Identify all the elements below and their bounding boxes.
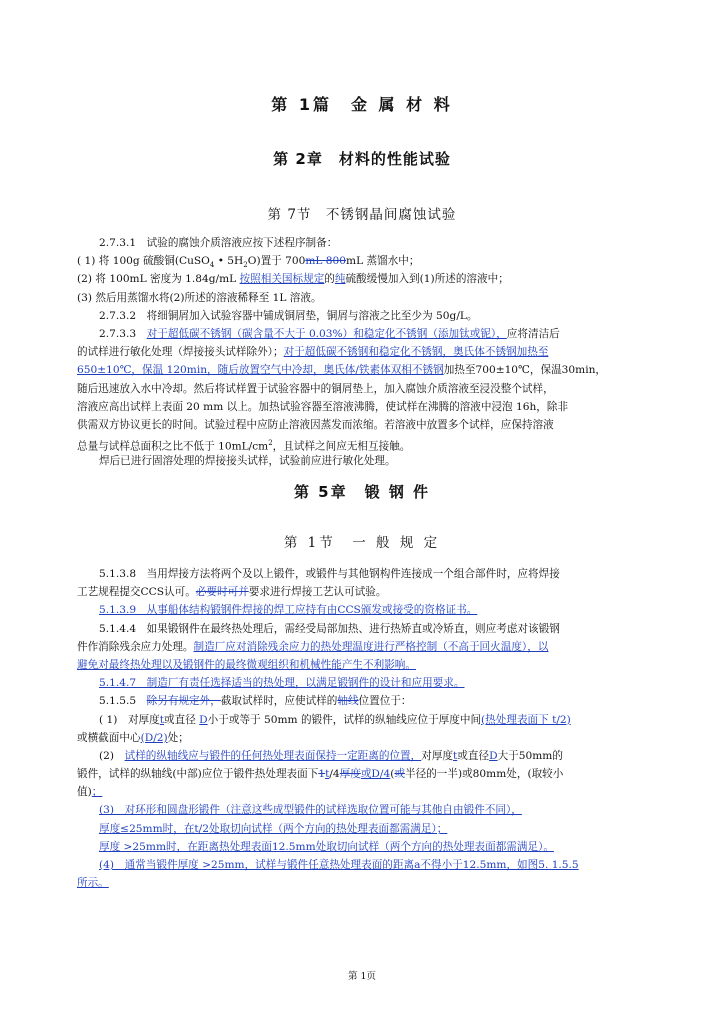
- part-title: 第 1篇 金 属 材 料: [271, 95, 453, 114]
- section-body: [77, 234, 647, 470]
- deleted-text: 必要时可并: [195, 586, 249, 599]
- section-title: 第 1节 一 般 规 定: [283, 535, 441, 551]
- inserted-text: 制造厂应对消除残余应力的热处理温度进行严格控制（不高于回火温度），以: [193, 640, 549, 653]
- inserted-text: 所示。: [77, 877, 109, 890]
- inserted-text: (热处理表面下 t/2): [481, 713, 571, 726]
- paragraph-line: [77, 820, 647, 838]
- paragraph-line: 锻件，试样的纵轴线(中部)应位于锻件热处理表面下1t/4厚度或D/4(或半径的一半)或80mm处，(取较小: [77, 768, 564, 781]
- inserted-text: t: [159, 713, 165, 726]
- paragraph-line: [77, 874, 647, 892]
- inserted-text: 试样的纵轴线应与锻件的任何热处理表面保持一定距离的位置，: [124, 749, 422, 762]
- paragraph-line: 值)；: [77, 786, 103, 799]
- paragraph: (2) 将 100mL 密度为 1.84g/mL 按照相关国标规定的纯硫酸缓慢加入到(1)所述的溶液中；: [77, 273, 509, 286]
- inserted-text: t: [325, 768, 330, 781]
- inserted-text: (3) 对环形和圆盘形锻件（注意这些成型锻件的试样选取位置可能与其他自由锻件不同），: [99, 804, 522, 817]
- inserted-text: 5.1.3.9 从事船体结构锻钢件焊接的焊工应持有由CCS颁发或接受的资格证书。: [99, 604, 478, 617]
- deleted-text: 厚度: [339, 768, 361, 781]
- inserted-text: 或D/4: [360, 768, 391, 781]
- deleted-text: 或: [394, 768, 405, 781]
- paragraph: ( 1) 对厚度t或直径 D小于或等于 50mm 的锻件，试样的纵轴线应位于厚度中间(热处理表面下 t/2): [99, 713, 571, 726]
- inserted-text: 按照相关国标规定: [239, 273, 325, 286]
- deleted-text: mL 800: [305, 255, 347, 268]
- inserted-text: 对于超低碳不锈钢（碳含量不大于 0.03%）和稳定化不锈钢（添加钛或铌），: [146, 327, 507, 340]
- paragraph-line: 随后迅速放入水中冷却。然后将试样置于试验容器中的铜屑垫上，加入腐蚀介质溶液至浸没整个试样，: [77, 382, 554, 395]
- inserted-text: (4) 通常当锻件厚度 >25mm，试样与锻件任意热处理表面的距离a不得小于12.5mm，如图5. 1.5.5: [99, 859, 579, 871]
- paragraph: 5.1.5.5 除另有规定外，截取试样时，应使试样的轴线位置位于：: [99, 695, 412, 708]
- paragraph: (3) 然后用蒸馏水将(2)所述的溶液稀释至 1L 溶液。: [77, 291, 322, 304]
- paragraph-line: 的试样进行敏化处理（焊接接头试样除外）；对于超低碳不锈钢和稳定化不锈钢，奥氏体不锈钢加热至: [77, 346, 549, 359]
- paragraph: [77, 801, 647, 819]
- paragraph: 5.1.3.8 当用焊接方法将两个及以上锻件，或锻件与其他钢构件连接成一个组合部件时，应将焊接: [99, 568, 560, 580]
- paragraph: 2.7.3.2 将细铜屑加入试验容器中铺成铜屑垫，铜屑与溶液之比至少为 50g/L。: [99, 309, 478, 322]
- paragraph-line: 或横截面中心(D/2)处；: [77, 731, 189, 744]
- inserted-text: 5.1.4.7 制造厂有责任选择适当的热处理，以满足锻钢件的设计和应用要求。: [99, 677, 465, 690]
- deleted-text: 1: [318, 768, 326, 781]
- paragraph: 2.7.3.3 对于超低碳不锈钢（碳含量不大于 0.03%）和稳定化不锈钢（添加钛或铌），应将清洁后: [99, 327, 560, 340]
- inserted-text: 纯: [334, 273, 346, 286]
- inserted-text: 厚度≤25mm时，在t/2处取切向试样（两个方向的热处理表面都需满足）；: [99, 822, 448, 835]
- paragraph: [77, 856, 647, 874]
- paragraph-line: 650±10℃，保温 120min，随后放置空气中冷却，奥氏体/铁素体双相不锈钢加热至700±10℃，保温30min，: [77, 364, 607, 377]
- inserted-text: D: [199, 713, 208, 726]
- paragraph: ( 1) 将 100g 硫酸铜(CuSO$_4$ • $5H_2O$)置于 700mL 800mL 蒸馏水中；: [77, 255, 420, 270]
- paragraph: 2.7.3.1 试验的腐蚀介质溶液应按下述程序制备：: [99, 237, 338, 249]
- section-body: [77, 565, 647, 892]
- paragraph-line: [77, 838, 647, 856]
- chapter-title: 第 5章 锻 钢 件: [293, 483, 431, 501]
- paragraph: [77, 601, 647, 619]
- inserted-text: t: [453, 749, 458, 762]
- inserted-text: 避免对最终热处理以及锻钢件的最终微观组织和机械性能产生不利影响。: [77, 658, 416, 671]
- chapter-title: 第 2章 材料的性能试验: [273, 150, 451, 168]
- inserted-text: (D/2): [140, 731, 168, 744]
- inserted-text: 650±10℃，保温 120min，随后放置空气中冷却，奥氏体/铁素体双相不锈钢: [77, 364, 444, 377]
- paragraph-line: 件作消除残余应力处理。制造厂应对消除残余应力的热处理温度进行严格控制（不高于回火温度），以: [77, 640, 549, 653]
- section-title: 第 7节 不锈钢晶间腐蚀试验: [267, 207, 457, 223]
- paragraph-line: 溶液应高出试样上表面 20 mm 以上。加热试验容器至溶液沸腾，使试样在沸腾的溶液中浸泡 16h，除非: [77, 400, 569, 413]
- inserted-text: D: [489, 749, 498, 762]
- paragraph-line: 工艺规程提交CCS认可。必要时可并要求进行焊接工艺认可试验。: [77, 586, 387, 599]
- deleted-text: 除另有规定外，: [146, 695, 221, 708]
- inserted-text: 厚度 >25mm时，在距离热处理表面12.5mm处取切向试样（两个方向的热处理表面都需满足）。: [99, 840, 554, 853]
- paragraph-line: 总量与试样总面积之比不低于 $10mL/cm^2$，且试样之间应无相互接触。: [77, 439, 411, 453]
- paragraph: (2) 试样的纵轴线应与锻件的任何热处理表面保持一定距离的位置，对厚度t或直径D大于50mm的: [99, 749, 563, 762]
- paragraph: 5.1.4.4 如果锻钢件在最终热处理后，需经受局部加热、进行热矫直或冷矫直，则应考虑对该锻钢: [99, 622, 560, 635]
- inserted-text: 对于超低碳不锈钢和稳定化不锈钢，奥氏体不锈钢加热至: [283, 346, 549, 359]
- page-number: 第 1页: [347, 971, 377, 982]
- paragraph: 焊后已进行固溶处理的焊接接头试样，试验前应进行敏化处理。: [99, 455, 396, 468]
- paragraph-line: [77, 656, 647, 674]
- paragraph-line: 供需双方协议更长的时间。试验过程中应防止溶液因蒸发而浓缩。若溶液中放置多个试样，应保持溶液: [77, 418, 554, 431]
- deleted-text: 轴线: [337, 695, 359, 708]
- inserted-text: ；: [91, 786, 103, 799]
- paragraph: [77, 674, 647, 692]
